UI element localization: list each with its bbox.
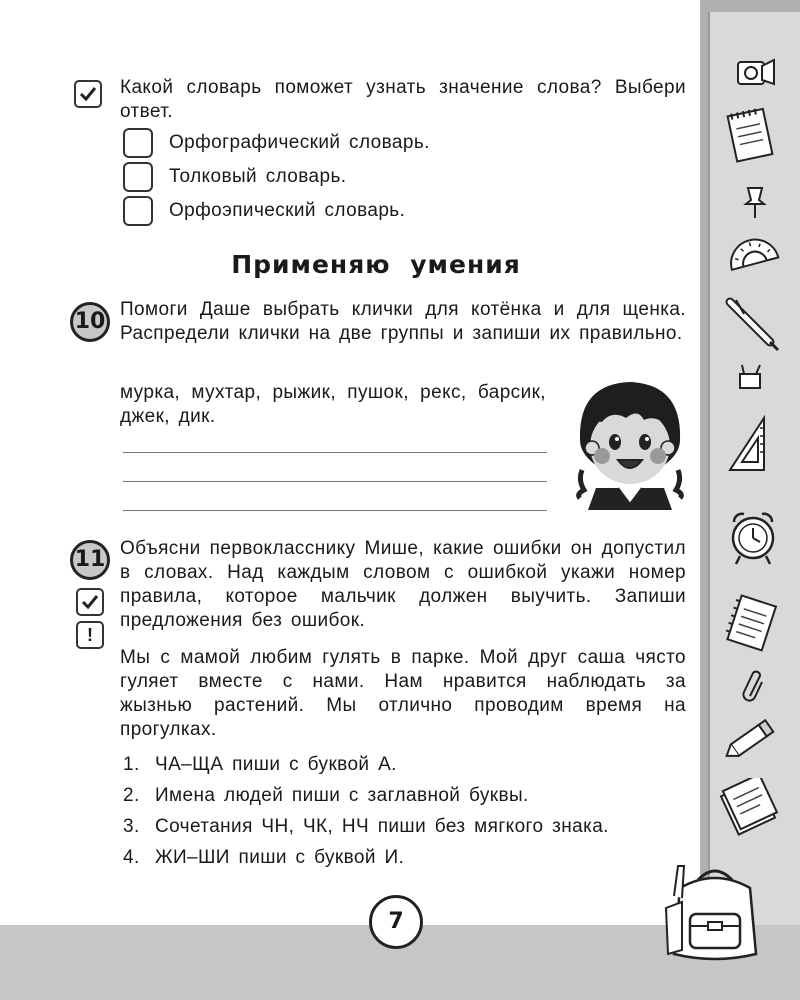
question-prompt: Какой словарь поможет узнать значение слова? Выбери ответ. <box>120 77 686 122</box>
sidebar-stationery <box>700 0 800 1000</box>
push-pin-icon <box>740 184 770 220</box>
attention-icon: ! <box>76 621 104 649</box>
rule-number: 1. <box>123 754 140 775</box>
task10-text: Помоги Даше выбрать клички для котёнка и для щенка. Распредели клички на две группы и запиши их правильно. <box>120 299 686 344</box>
answer-line-2[interactable] <box>123 481 547 482</box>
backpack-icon <box>660 858 770 966</box>
notepad-icon <box>724 104 778 166</box>
set-square-icon <box>724 414 780 476</box>
girl-illustration <box>560 370 700 510</box>
section-title: Применяю умения <box>231 250 521 279</box>
protractor-icon <box>724 230 780 274</box>
task-number-badge: 10 <box>70 302 110 342</box>
rule-text: ЖИ–ШИ пиши с буквой И. <box>155 847 405 868</box>
answer-line-3[interactable] <box>123 510 547 511</box>
pencil-icon <box>722 714 780 766</box>
sidebar-panel <box>708 12 800 1000</box>
exercise-book-icon <box>716 778 780 836</box>
answer-checkbox-3[interactable] <box>123 196 153 226</box>
checkmark-icon <box>74 80 102 108</box>
pen-icon <box>722 294 782 354</box>
rule-number: 3. <box>123 816 140 837</box>
alarm-clock-icon <box>726 506 780 568</box>
task-number-badge: 11 <box>70 540 110 580</box>
rule-text: ЧА–ЩА пиши с буквой А. <box>155 754 397 775</box>
answer-checkbox-2[interactable] <box>123 162 153 192</box>
paper-clip-icon <box>740 668 768 702</box>
sharpener-icon <box>732 54 778 92</box>
exercise-text: Мы с мамой любим гулять в парке. Мой друг саша чясто гуляет вместе с нами. Нам нравится наблюдать за жызнью растений. Мы отлично проводим время на прогулках. <box>120 647 686 740</box>
answer-checkbox-1[interactable] <box>123 128 153 158</box>
rule-text: Имена людей пиши с заглавной буквы. <box>155 785 529 806</box>
rule-number: 2. <box>123 785 140 806</box>
answer-option-1: Орфографический словарь. <box>169 132 430 153</box>
rule-text: Сочетания ЧН, ЧК, НЧ пиши без мягкого знака. <box>155 816 609 837</box>
answer-option-2: Толковый словарь. <box>169 166 347 187</box>
rule-number: 4. <box>123 847 140 868</box>
notebook-icon <box>722 592 782 652</box>
answer-option-3: Орфоэпический словарь. <box>169 200 406 221</box>
pet-names-list: мурка, мухтар, рыжик, пушок, рекс, барсик, джек, дик. <box>120 382 546 427</box>
checkmark-icon <box>76 588 104 616</box>
binder-clip-icon <box>734 362 768 394</box>
task11-text: Объясни первокласснику Мише, какие ошибки он допустил в словах. Над каждым словом с ошибкой укажи номер правила, которое мальчик должен выучить. Запиши предложения без ошибок. <box>120 538 686 631</box>
page-number: 7 <box>369 895 423 949</box>
answer-line-1[interactable] <box>123 452 547 453</box>
